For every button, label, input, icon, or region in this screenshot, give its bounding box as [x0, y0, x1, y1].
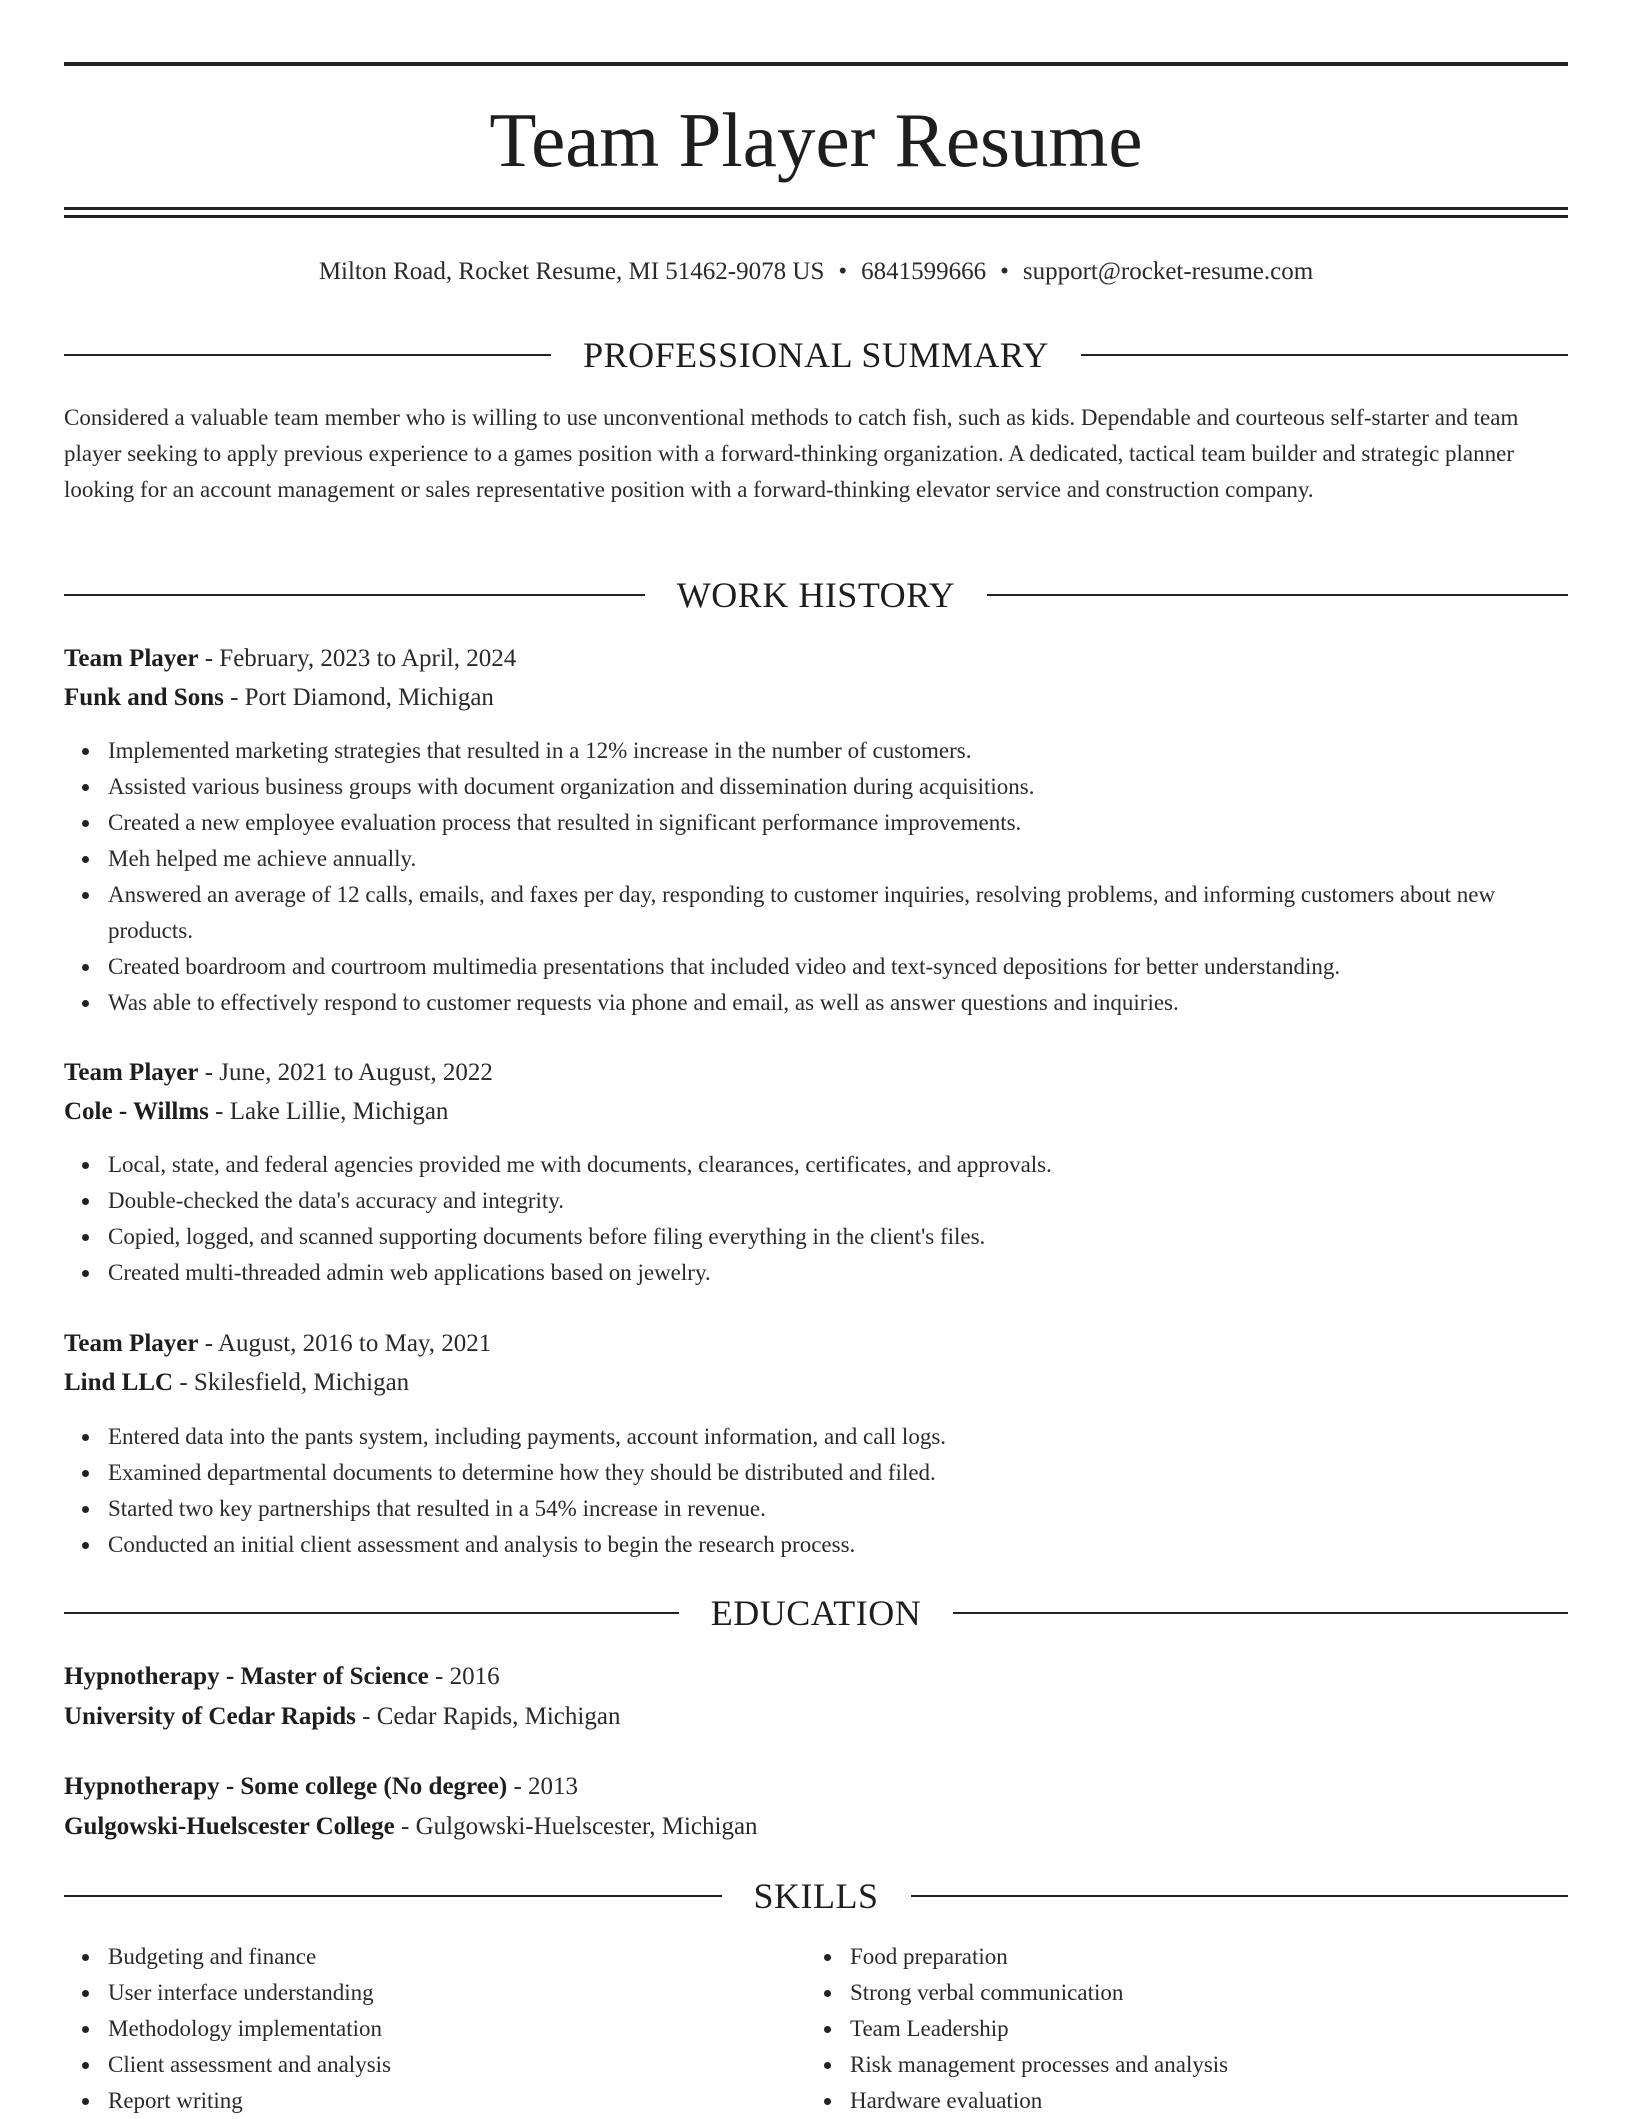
- divider-line: [64, 1895, 722, 1897]
- divider-line: [953, 1612, 1568, 1614]
- job-dates: - August, 2016 to May, 2021: [198, 1330, 492, 1357]
- job-dates: - June, 2021 to August, 2022: [198, 1059, 493, 1086]
- education-school: Gulgowski-Huelscester College: [64, 1813, 395, 1840]
- list-item: Double-checked the data's accuracy and integrity.: [108, 1183, 1568, 1219]
- job-location: - Skilesfield, Michigan: [173, 1369, 410, 1396]
- job-title-line: [64, 1325, 1568, 1363]
- list-item: Entered data into the pants system, including payments, account information, and call logs.: [108, 1419, 1568, 1455]
- education-degree: Hypnotherapy - Some college (No degree): [64, 1773, 508, 1800]
- header-rule-upper: [64, 207, 1568, 210]
- list-item: Local, state, and federal agencies provided me with documents, clearances, certificates, and approvals.: [108, 1147, 1568, 1183]
- divider-line: [1081, 354, 1568, 356]
- contact-email: support@rocket-resume.com: [1022, 258, 1314, 285]
- header-rule-lower: [64, 215, 1568, 218]
- education-year: - 2013: [507, 1773, 579, 1800]
- contact-separator: •: [1000, 258, 1009, 285]
- job-title: Team Player: [64, 1330, 199, 1357]
- list-item: Hardware evaluation: [850, 2083, 1568, 2119]
- education-school: University of Cedar Rapids: [64, 1703, 356, 1730]
- contact-address: Milton Road, Rocket Resume, MI 51462-9078 US: [318, 258, 825, 285]
- skills-list-right: [806, 1939, 1568, 2119]
- job-company-line: [64, 1364, 1568, 1402]
- education-degree-line: [64, 1658, 1568, 1696]
- divider-line: [987, 594, 1568, 596]
- section-title: PROFESSIONAL SUMMARY: [583, 335, 1049, 375]
- summary-heading: [64, 333, 1568, 377]
- divider-line: [64, 354, 551, 356]
- list-item: Created a new employee evaluation process that resulted in significant performance improvements.: [108, 805, 1568, 841]
- list-item: User interface understanding: [108, 1975, 808, 2011]
- education-year: - 2016: [428, 1663, 500, 1690]
- list-item: Assisted various business groups with document organization and dissemination during acquisitions.: [108, 769, 1568, 805]
- job-title: Team Player: [64, 645, 199, 672]
- contact-phone: 6841599666: [861, 258, 987, 285]
- skills-heading: [64, 1874, 1568, 1918]
- section-title: EDUCATION: [710, 1593, 922, 1633]
- job-location: - Port Diamond, Michigan: [223, 684, 494, 711]
- list-item: Copied, logged, and scanned supporting documents before filing everything in the client's files.: [108, 1219, 1568, 1255]
- section-title: SKILLS: [753, 1876, 879, 1916]
- contact-line: [64, 254, 1568, 290]
- job-location: - Lake Lillie, Michigan: [208, 1098, 449, 1125]
- education-location: - Gulgowski-Huelscester, Michigan: [394, 1813, 758, 1840]
- job-bullets: [64, 1419, 1568, 1563]
- list-item: Food preparation: [850, 1939, 1568, 1975]
- list-item: Answered an average of 12 calls, emails, and faxes per day, responding to customer inquiries, resolving problems, and informing customers about new products.: [108, 877, 1568, 949]
- section-title: WORK HISTORY: [676, 575, 956, 615]
- work-history-heading: [64, 573, 1568, 617]
- list-item: Client assessment and analysis: [108, 2047, 808, 2083]
- education-degree-line: [64, 1768, 1568, 1806]
- list-item: Meh helped me achieve annually.: [108, 841, 1568, 877]
- education-school-line: [64, 1698, 1568, 1736]
- resume-title: Team Player Resume: [489, 97, 1143, 183]
- job-dates: - February, 2023 to April, 2024: [198, 645, 517, 672]
- list-item: Budgeting and finance: [108, 1939, 808, 1975]
- list-item: Report writing: [108, 2083, 808, 2119]
- job-bullets: [64, 733, 1568, 1021]
- list-item: Created boardroom and courtroom multimedia presentations that included video and text-synced depositions for better understanding.: [108, 949, 1568, 985]
- job-title-line: [64, 640, 1568, 678]
- list-item: Methodology implementation: [108, 2011, 808, 2047]
- education-degree: Hypnotherapy - Master of Science: [64, 1663, 429, 1690]
- job-title-line: [64, 1054, 1568, 1092]
- list-item: Started two key partnerships that resulted in a 54% increase in revenue.: [108, 1491, 1568, 1527]
- job-company: Cole - Willms: [64, 1098, 209, 1125]
- education-heading: [64, 1591, 1568, 1635]
- job-company: Funk and Sons: [64, 684, 224, 711]
- education-location: - Cedar Rapids, Michigan: [355, 1703, 621, 1730]
- list-item: Risk management processes and analysis: [850, 2047, 1568, 2083]
- job-company: Lind LLC: [64, 1369, 174, 1396]
- list-item: Was able to effectively respond to customer requests via phone and email, as well as answer questions and inquiries.: [108, 985, 1568, 1021]
- divider-line: [911, 1895, 1569, 1897]
- list-item: Implemented marketing strategies that resulted in a 12% increase in the number of customers.: [108, 733, 1568, 769]
- list-item: Team Leadership: [850, 2011, 1568, 2047]
- divider-line: [64, 594, 645, 596]
- header-top-rule: [64, 62, 1568, 66]
- summary-text: Considered a valuable team member who is willing to use unconventional methods to catch fish, such as kids. Dependable and courteous self-starter and team player seeking to apply previous experience to a games position with a forward-thinking organization. A dedicated, tactical team builder and strategic planner looking for an account management or sales representative position with a forward-thinking elevator service and construction company.: [64, 405, 1519, 502]
- list-item: Created multi-threaded admin web applications based on jewelry.: [108, 1255, 1568, 1291]
- list-item: Examined departmental documents to determine how they should be distributed and filed.: [108, 1455, 1568, 1491]
- job-bullets: [64, 1147, 1568, 1291]
- job-company-line: [64, 679, 1568, 717]
- skills-list-left: [64, 1939, 808, 2119]
- education-school-line: [64, 1808, 1568, 1846]
- job-title: Team Player: [64, 1059, 199, 1086]
- list-item: Conducted an initial client assessment and analysis to begin the research process.: [108, 1527, 1568, 1563]
- job-company-line: [64, 1093, 1568, 1131]
- divider-line: [64, 1612, 679, 1614]
- contact-separator: •: [838, 258, 848, 285]
- list-item: Strong verbal communication: [850, 1975, 1568, 2011]
